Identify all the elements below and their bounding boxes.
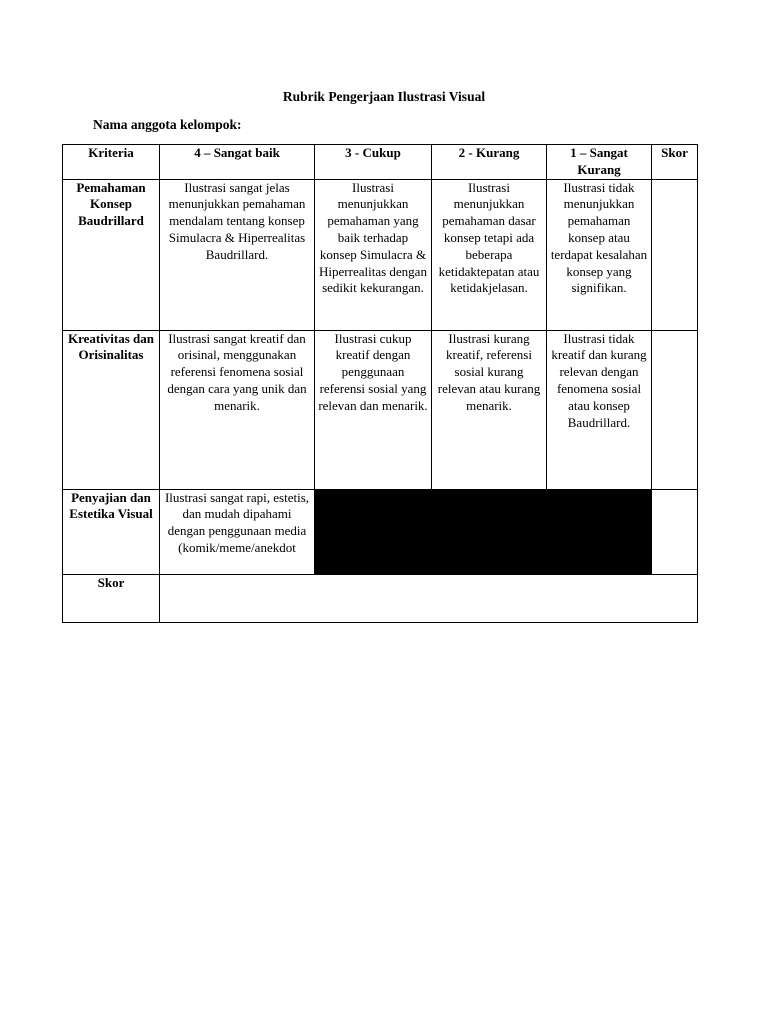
total-score-label: Skor (63, 574, 160, 622)
header-score: Skor (652, 145, 698, 180)
header-level-1: 1 – Sangat Kurang (547, 145, 652, 180)
level-4-cell-text: Ilustrasi sangat rapi, estetis, dan mudah dipahami dengan penggunaan media (komik/meme/anekdot (164, 489, 310, 555)
level-2-cell: Ilustrasi menunjukkan pemahaman dasar konsep tetapi ada beberapa ketidaktepatan atau ketidakjelasan. (432, 179, 547, 330)
criterion-cell: Penyajian dan Estetika Visual (63, 489, 160, 574)
header-level-3: 3 - Cukup (315, 145, 432, 180)
score-cell[interactable] (652, 179, 698, 330)
level-2-cell: Ilustrasi kurang kreatif, referensi sosial kurang relevan atau kurang menarik. (432, 330, 547, 489)
level-4-cell: Ilustrasi sangat jelas menunjukkan pemahaman mendalam tentang konsep Simulacra & Hiperrealitas Baudrillard. (160, 179, 315, 330)
group-members-label: Nama anggota kelompok: (93, 117, 242, 132)
level-3-cell: Ilustrasi menunjukkan pemahaman yang baik terhadap konsep Simulacra & Hiperrealitas dengan sedikit kekurangan. (315, 179, 432, 330)
table-row (63, 489, 698, 574)
header-level-2: 2 - Kurang (432, 145, 547, 180)
level-3-cell: Ilustrasi cukup kreatif dengan penggunaan referensi sosial yang relevan dan menarik. (315, 330, 432, 489)
level-4-cell (160, 489, 315, 574)
table-header-row (63, 145, 698, 180)
table-row (63, 330, 698, 489)
total-score-cell[interactable] (160, 574, 698, 622)
score-cell[interactable] (652, 330, 698, 489)
rubric-table (62, 144, 698, 623)
redacted-block (315, 489, 652, 574)
level-4-cell: Ilustrasi sangat kreatif dan orisinal, menggunakan referensi fenomena sosial dengan cara yang unik dan menarik. (160, 330, 315, 489)
level-1-cell: Ilustrasi tidak menunjukkan pemahaman konsep atau terdapat kesalahan konsep yang signifikan. (547, 179, 652, 330)
criterion-cell: Kreativitas dan Orisinalitas (63, 330, 160, 489)
header-level-4: 4 – Sangat baik (160, 145, 315, 180)
table-row (63, 179, 698, 330)
document-title: Rubrik Pengerjaan Ilustrasi Visual (282, 89, 486, 104)
level-1-cell: Ilustrasi tidak kreatif dan kurang relevan dengan fenomena sosial atau konsep Baudrillard. (547, 330, 652, 489)
total-score-row (63, 574, 698, 622)
header-criteria: Kriteria (63, 145, 160, 180)
criterion-cell: Pemahaman Konsep Baudrillard (63, 179, 160, 330)
score-cell[interactable] (652, 489, 698, 574)
